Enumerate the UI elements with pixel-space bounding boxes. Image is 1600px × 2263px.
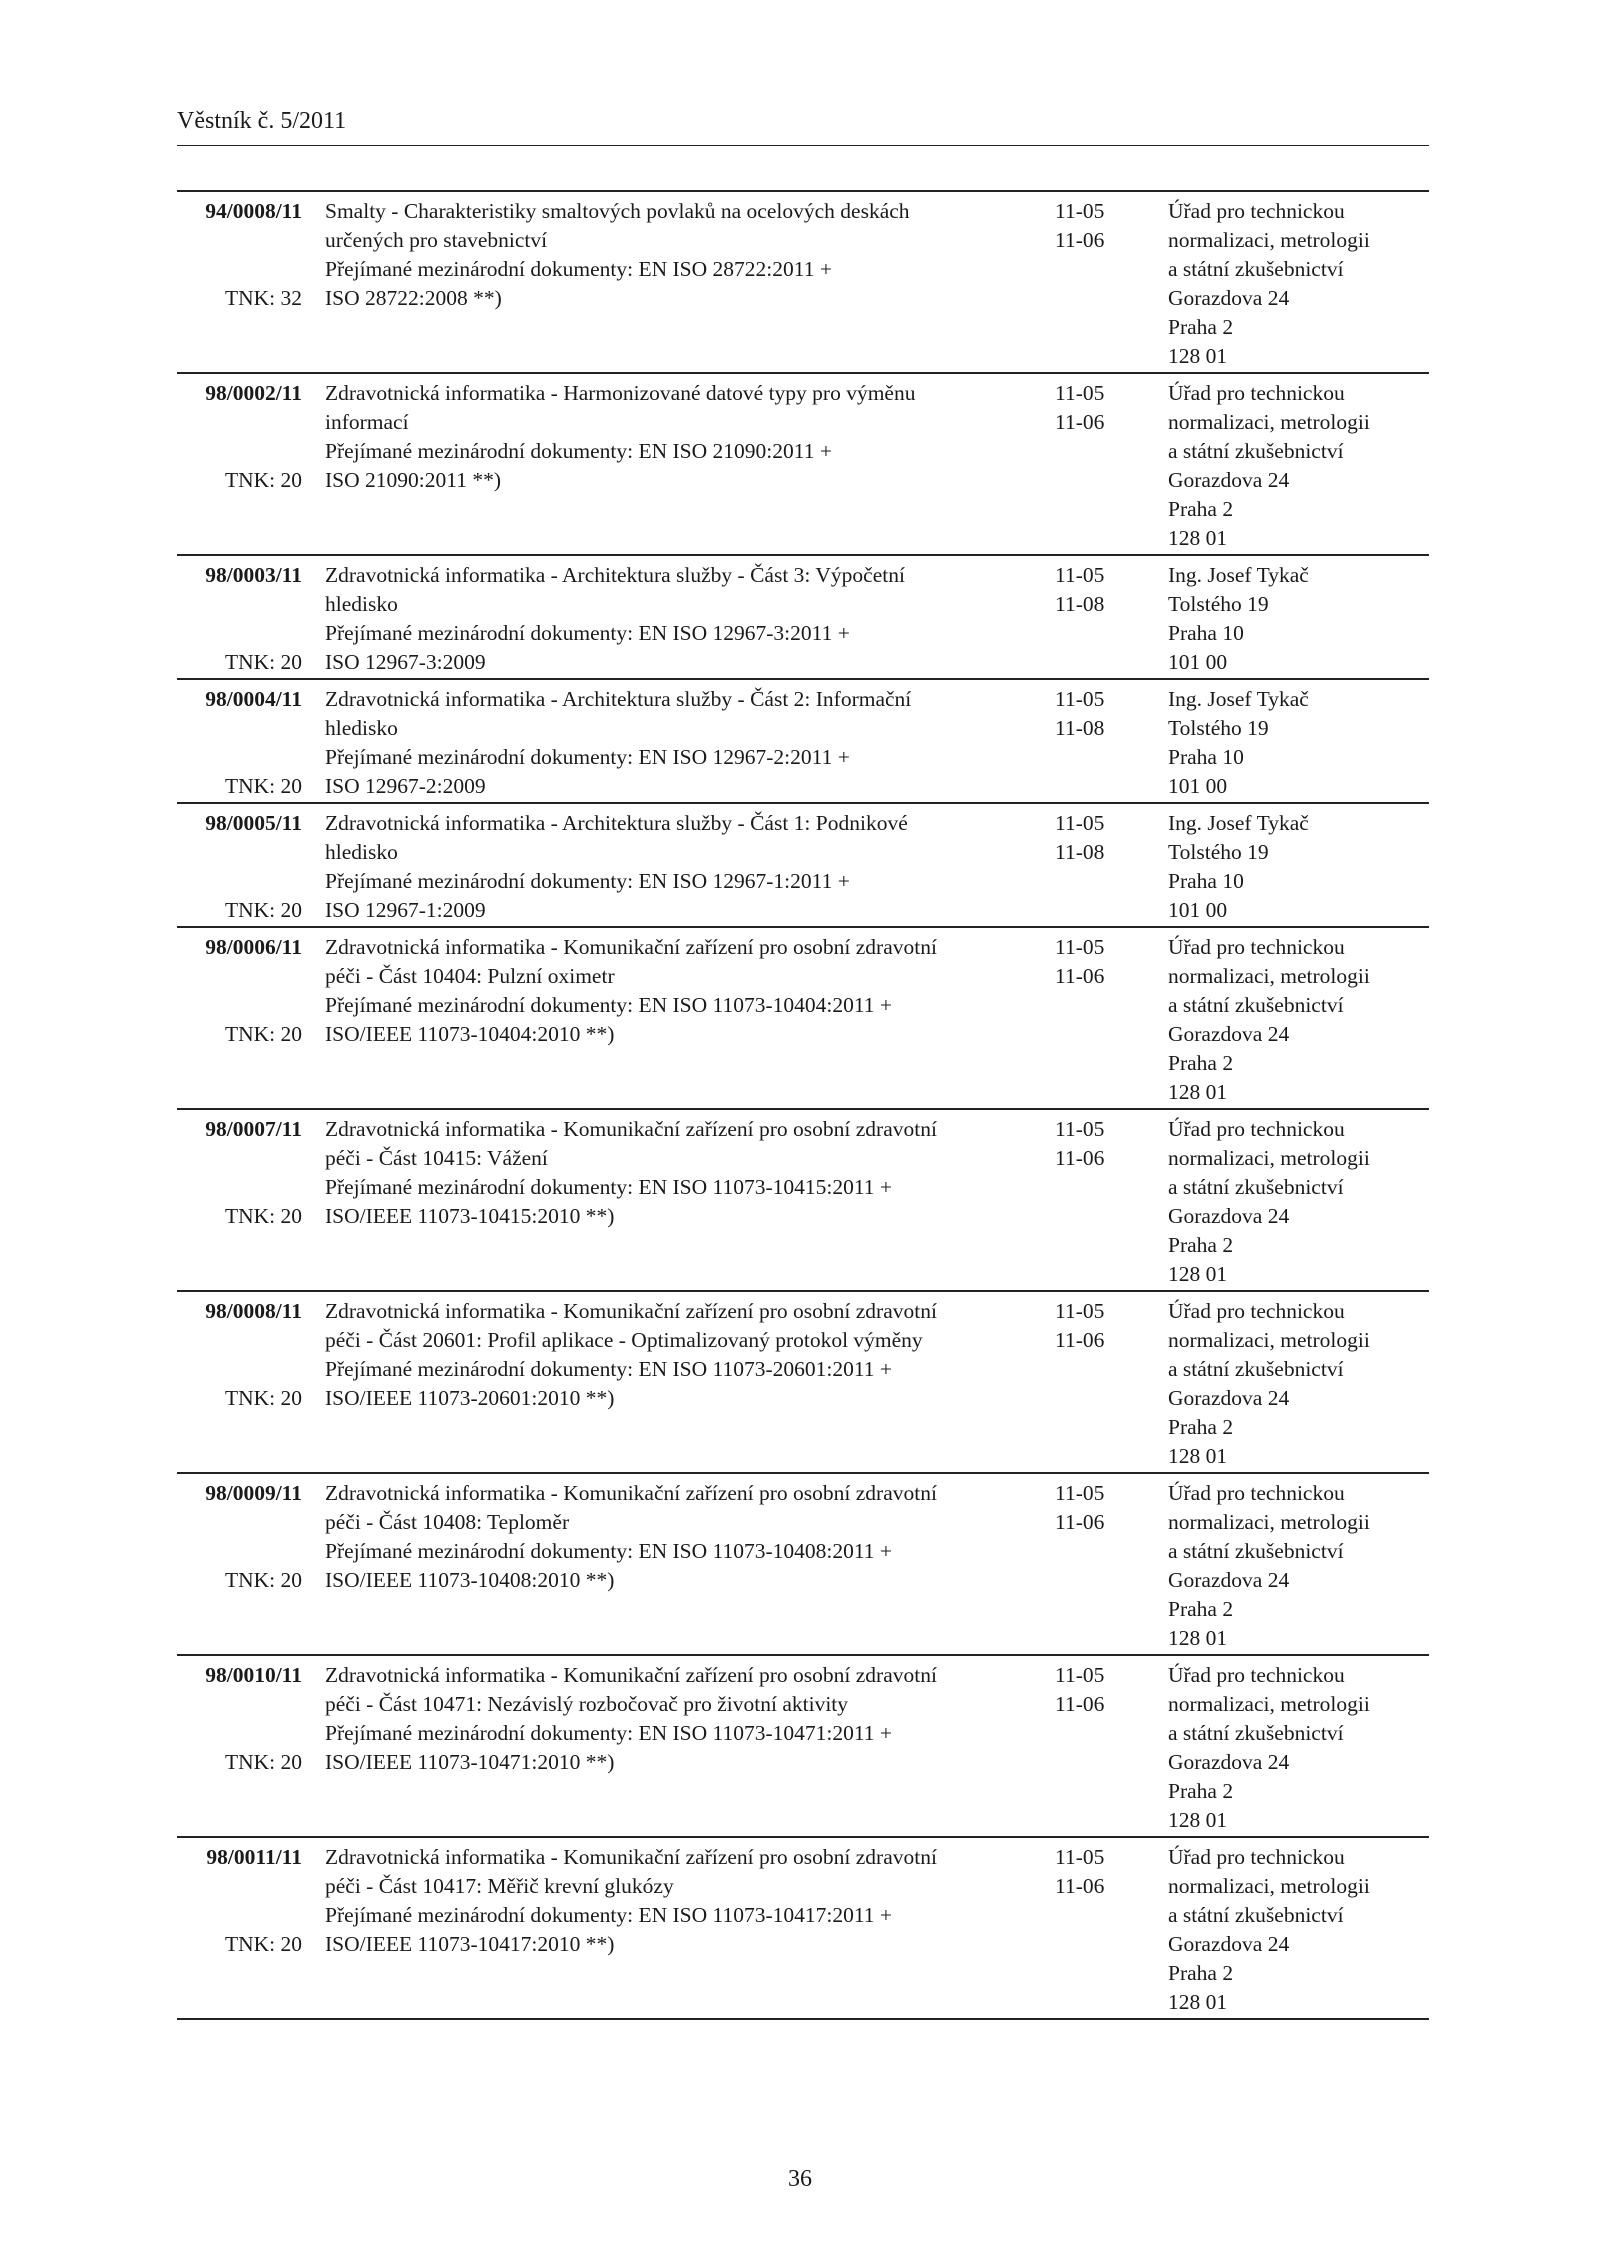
entry-address-line: Praha 2: [1168, 1961, 1234, 1985]
entry-address-line: Úřad pro technickou: [1168, 381, 1345, 405]
entry-date: 11-06: [1055, 1510, 1105, 1534]
entry-description-line: Smalty - Charakteristiky smaltových povlaků na ocelových deskách: [325, 199, 910, 223]
entry-description-line: Zdravotnická informatika - Architektura služby - Část 2: Informační: [325, 687, 912, 711]
entry-address-line: Gorazdova 24: [1168, 1932, 1290, 1956]
table-row: [177, 1654, 1429, 1836]
entry-date: 11-06: [1055, 228, 1105, 252]
entry-number: 98/0010/11: [205, 1663, 302, 1687]
entry-address-line: normalizaci, metrologii: [1168, 228, 1370, 252]
entry-address-line: Praha 2: [1168, 1779, 1234, 1803]
table-row: [177, 802, 1429, 926]
entry-description-line: Přejímané mezinárodní dokumenty: EN ISO 11073-10404:2011 +: [325, 993, 893, 1017]
entry-date: 11-06: [1055, 1692, 1105, 1716]
entry-address-line: Praha 10: [1168, 869, 1244, 893]
page-number: 36: [788, 2166, 812, 2192]
entry-number: 98/0011/11: [206, 1845, 302, 1869]
entry-address-line: normalizaci, metrologii: [1168, 1510, 1370, 1534]
entry-number: 98/0002/11: [205, 381, 302, 405]
entry-date: 11-05: [1055, 1663, 1105, 1687]
entry-description-line: péči - Část 10408: Teploměr: [325, 1510, 570, 1534]
entry-description-line: ISO 12967-3:2009: [325, 650, 486, 674]
entry-date: 11-08: [1055, 592, 1105, 616]
entry-description-line: Přejímané mezinárodní dokumenty: EN ISO 12967-1:2011 +: [325, 869, 850, 893]
table-row: [177, 1836, 1429, 2020]
entry-address-line: normalizaci, metrologii: [1168, 1146, 1370, 1170]
entry-description-line: péči - Část 10404: Pulzní oximetr: [325, 964, 615, 988]
entry-address-line: 128 01: [1168, 526, 1228, 550]
entry-address-line: Úřad pro technickou: [1168, 1481, 1345, 1505]
entry-address-line: 101 00: [1168, 774, 1228, 798]
entry-address-line: 101 00: [1168, 650, 1228, 674]
entry-date: 11-05: [1055, 1117, 1105, 1141]
entry-description-line: hledisko: [325, 716, 398, 740]
entry-date: 11-08: [1055, 840, 1105, 864]
entry-description-line: ISO/IEEE 11073-10471:2010 **): [325, 1750, 615, 1774]
header-rule: [177, 145, 1429, 146]
entry-description-line: Přejímané mezinárodní dokumenty: EN ISO 28722:2011 +: [325, 257, 832, 281]
entry-address-line: a státní zkušebnictví: [1168, 1903, 1344, 1927]
entry-address-line: Praha 10: [1168, 621, 1244, 645]
entry-tnk: TNK: 20: [224, 1022, 302, 1046]
entry-address-line: Praha 2: [1168, 1233, 1234, 1257]
entry-tnk: TNK: 20: [224, 1386, 302, 1410]
entry-description-line: Zdravotnická informatika - Komunikační zařízení pro osobní zdravotní: [325, 1117, 937, 1141]
entry-number: 94/0008/11: [205, 199, 302, 223]
entry-tnk: TNK: 20: [224, 468, 302, 492]
table-row: [177, 678, 1429, 802]
entry-date: 11-05: [1055, 687, 1105, 711]
entry-description-line: péči - Část 10417: Měřič krevní glukózy: [325, 1874, 674, 1898]
entry-address-line: a státní zkušebnictví: [1168, 1721, 1344, 1745]
standards-table: [177, 190, 1429, 2020]
entry-description-line: ISO/IEEE 11073-10417:2010 **): [325, 1932, 615, 1956]
table-row: [177, 1290, 1429, 1472]
entry-address-line: 128 01: [1168, 1080, 1228, 1104]
entry-address-line: Praha 2: [1168, 1415, 1234, 1439]
entry-date: 11-05: [1055, 1845, 1105, 1869]
entry-description-line: ISO 12967-2:2009: [325, 774, 486, 798]
entry-number: 98/0008/11: [205, 1299, 302, 1323]
entry-address-line: Ing. Josef Tykač: [1168, 563, 1309, 587]
table-row: [177, 1472, 1429, 1654]
table-row: [177, 554, 1429, 678]
entry-address-line: normalizaci, metrologii: [1168, 410, 1370, 434]
entry-date: 11-05: [1055, 811, 1105, 835]
entry-address-line: Gorazdova 24: [1168, 286, 1290, 310]
entry-number: 98/0005/11: [205, 811, 302, 835]
entry-tnk: TNK: 20: [224, 1568, 302, 1592]
entry-description-line: hledisko: [325, 592, 398, 616]
entry-address-line: a státní zkušebnictví: [1168, 1175, 1344, 1199]
entry-address-line: Praha 2: [1168, 1051, 1234, 1075]
entry-date: 11-06: [1055, 964, 1105, 988]
entry-tnk: TNK: 20: [224, 774, 302, 798]
entry-number: 98/0003/11: [205, 563, 302, 587]
entry-address-line: 128 01: [1168, 1444, 1228, 1468]
entry-date: 11-06: [1055, 1874, 1105, 1898]
entry-date: 11-05: [1055, 1481, 1105, 1505]
entry-description-line: Přejímané mezinárodní dokumenty: EN ISO 21090:2011 +: [325, 439, 832, 463]
entry-tnk: TNK: 20: [224, 1204, 302, 1228]
entry-number: 98/0007/11: [205, 1117, 302, 1141]
entry-description-line: určených pro stavebnictví: [325, 228, 548, 252]
entry-address-line: Gorazdova 24: [1168, 1204, 1290, 1228]
entry-description-line: ISO/IEEE 11073-20601:2010 **): [325, 1386, 615, 1410]
entry-address-line: normalizaci, metrologii: [1168, 1874, 1370, 1898]
table-row: [177, 190, 1429, 372]
entry-date: 11-06: [1055, 410, 1105, 434]
entry-tnk: TNK: 32: [224, 286, 302, 310]
entry-address-line: 128 01: [1168, 1990, 1228, 2014]
entry-address-line: Úřad pro technickou: [1168, 1845, 1345, 1869]
entry-date: 11-05: [1055, 1299, 1105, 1323]
entry-address-line: Tolstého 19: [1168, 716, 1269, 740]
entry-description-line: ISO 12967-1:2009: [325, 898, 486, 922]
entry-address-line: Praha 2: [1168, 315, 1234, 339]
entry-description-line: ISO 21090:2011 **): [325, 468, 501, 492]
entry-description-line: Zdravotnická informatika - Komunikační zařízení pro osobní zdravotní: [325, 1663, 937, 1687]
entry-description-line: Zdravotnická informatika - Komunikační zařízení pro osobní zdravotní: [325, 1845, 937, 1869]
entry-description-line: Přejímané mezinárodní dokumenty: EN ISO 11073-20601:2011 +: [325, 1357, 893, 1381]
entry-tnk: TNK: 20: [224, 1750, 302, 1774]
entry-description-line: péči - Část 10415: Vážení: [325, 1146, 548, 1170]
entry-address-line: normalizaci, metrologii: [1168, 964, 1370, 988]
entry-description-line: Přejímané mezinárodní dokumenty: EN ISO 11073-10417:2011 +: [325, 1903, 893, 1927]
entry-description-line: ISO/IEEE 11073-10415:2010 **): [325, 1204, 615, 1228]
entry-description-line: Zdravotnická informatika - Komunikační zařízení pro osobní zdravotní: [325, 1299, 937, 1323]
entry-tnk: TNK: 20: [224, 898, 302, 922]
entry-address-line: normalizaci, metrologii: [1168, 1328, 1370, 1352]
entry-tnk: TNK: 20: [224, 1932, 302, 1956]
entry-description-line: informací: [325, 410, 409, 434]
entry-address-line: Tolstého 19: [1168, 840, 1269, 864]
entry-description-line: ISO/IEEE 11073-10404:2010 **): [325, 1022, 615, 1046]
entry-description-line: Přejímané mezinárodní dokumenty: EN ISO 11073-10471:2011 +: [325, 1721, 893, 1745]
entry-description-line: Zdravotnická informatika - Harmonizované datové typy pro výměnu: [325, 381, 916, 405]
page-header-title: Věstník č. 5/2011: [177, 108, 347, 134]
entry-address-line: Gorazdova 24: [1168, 1022, 1290, 1046]
entry-description-line: ISO 28722:2008 **): [325, 286, 502, 310]
entry-date: 11-08: [1055, 716, 1105, 740]
entry-address-line: a státní zkušebnictví: [1168, 257, 1344, 281]
entry-description-line: Zdravotnická informatika - Komunikační zařízení pro osobní zdravotní: [325, 935, 937, 959]
entry-address-line: Tolstého 19: [1168, 592, 1269, 616]
entry-address-line: a státní zkušebnictví: [1168, 439, 1344, 463]
entry-address-line: Praha 10: [1168, 745, 1244, 769]
entry-address-line: a státní zkušebnictví: [1168, 1357, 1344, 1381]
entry-address-line: Gorazdova 24: [1168, 1750, 1290, 1774]
table-row: [177, 1108, 1429, 1290]
entry-description-line: hledisko: [325, 840, 398, 864]
entry-description-line: Zdravotnická informatika - Architektura služby - Část 3: Výpočetní: [325, 563, 905, 587]
entry-address-line: Ing. Josef Tykač: [1168, 811, 1309, 835]
entry-address-line: Úřad pro technickou: [1168, 1117, 1345, 1141]
entry-date: 11-05: [1055, 563, 1105, 587]
entry-address-line: Úřad pro technickou: [1168, 1663, 1345, 1687]
table-row: [177, 926, 1429, 1108]
entry-number: 98/0006/11: [205, 935, 302, 959]
entry-address-line: Gorazdova 24: [1168, 1568, 1290, 1592]
entry-address-line: Úřad pro technickou: [1168, 1299, 1345, 1323]
entry-date: 11-05: [1055, 199, 1105, 223]
entry-address-line: Úřad pro technickou: [1168, 935, 1345, 959]
entry-address-line: 101 00: [1168, 898, 1228, 922]
entry-address-line: Gorazdova 24: [1168, 1386, 1290, 1410]
entry-address-line: Praha 2: [1168, 1597, 1234, 1621]
entry-description-line: péči - Část 10471: Nezávislý rozbočovač pro životní aktivity: [325, 1692, 849, 1716]
entry-date: 11-06: [1055, 1146, 1105, 1170]
entry-date: 11-05: [1055, 935, 1105, 959]
entry-description-line: ISO/IEEE 11073-10408:2010 **): [325, 1568, 615, 1592]
entry-address-line: Gorazdova 24: [1168, 468, 1290, 492]
entry-address-line: Praha 2: [1168, 497, 1234, 521]
entry-address-line: Úřad pro technickou: [1168, 199, 1345, 223]
entry-address-line: 128 01: [1168, 1808, 1228, 1832]
entry-address-line: 128 01: [1168, 344, 1228, 368]
entry-address-line: 128 01: [1168, 1626, 1228, 1650]
entry-date: 11-06: [1055, 1328, 1105, 1352]
entry-address-line: normalizaci, metrologii: [1168, 1692, 1370, 1716]
entry-date: 11-05: [1055, 381, 1105, 405]
entry-address-line: a státní zkušebnictví: [1168, 1539, 1344, 1563]
entry-description-line: péči - Část 20601: Profil aplikace - Optimalizovaný protokol výměny: [325, 1328, 923, 1352]
entry-number: 98/0009/11: [205, 1481, 302, 1505]
entry-number: 98/0004/11: [205, 687, 302, 711]
entry-description-line: Přejímané mezinárodní dokumenty: EN ISO 11073-10415:2011 +: [325, 1175, 893, 1199]
entry-tnk: TNK: 20: [224, 650, 302, 674]
entry-address-line: 128 01: [1168, 1262, 1228, 1286]
table-row: [177, 372, 1429, 554]
entry-address-line: Ing. Josef Tykač: [1168, 687, 1309, 711]
entry-description-line: Přejímané mezinárodní dokumenty: EN ISO 12967-2:2011 +: [325, 745, 850, 769]
entry-description-line: Zdravotnická informatika - Komunikační zařízení pro osobní zdravotní: [325, 1481, 937, 1505]
entry-address-line: a státní zkušebnictví: [1168, 993, 1344, 1017]
entry-description-line: Přejímané mezinárodní dokumenty: EN ISO 11073-10408:2011 +: [325, 1539, 893, 1563]
entry-description-line: Přejímané mezinárodní dokumenty: EN ISO 12967-3:2011 +: [325, 621, 850, 645]
entry-description-line: Zdravotnická informatika - Architektura služby - Část 1: Podnikové: [325, 811, 908, 835]
